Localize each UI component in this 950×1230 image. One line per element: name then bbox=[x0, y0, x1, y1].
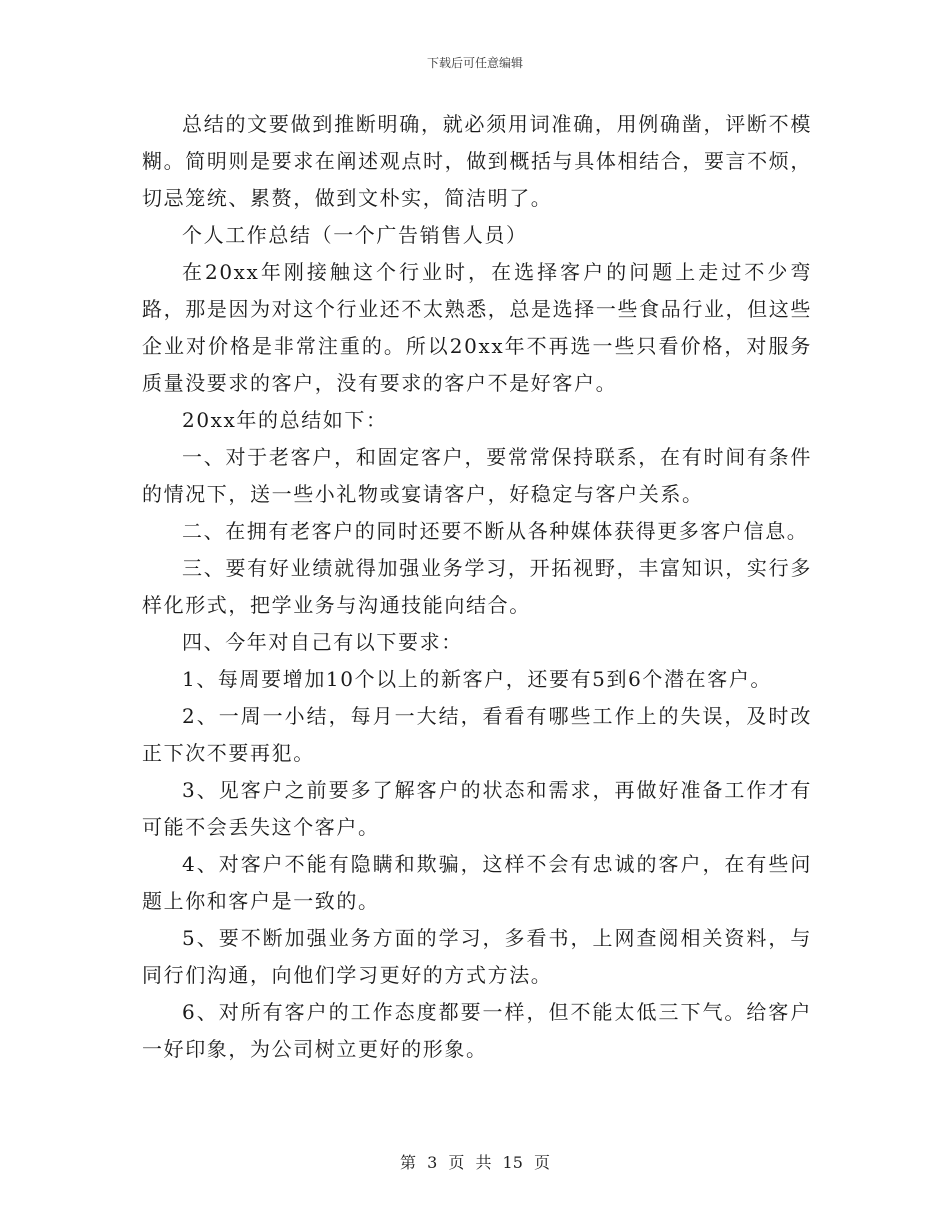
list-item-3: 3、见客户之前要多了解客户的状态和需求，再做好准备工作才有可能不会丢失这个客户。 bbox=[142, 778, 812, 839]
paragraph-point-4: 四、今年对自己有以下要求： bbox=[182, 630, 463, 654]
list-item-1: 1、每周要增加10个以上的新客户，还要有5到6个潜在客户。 bbox=[182, 667, 773, 691]
document-body bbox=[142, 106, 812, 1068]
paragraph-point-2: 二、在拥有老客户的同时还要不断从各种媒体获得更多客户信息。 bbox=[182, 519, 809, 543]
list-item-5: 5、要不断加强业务方面的学习，多看书，上网查阅相关资料，与同行们沟通，向他们学习更好的方式方法。 bbox=[142, 926, 812, 987]
paragraph-point-3: 三、要有好业绩就得加强业务学习，开拓视野，丰富知识，实行多样化形式，把学业务与沟通技能向结合。 bbox=[142, 556, 812, 617]
paragraph-intro: 在20xx年刚接触这个行业时，在选择客户的问题上走过不少弯路，那是因为对这个行业还不太熟悉，总是选择一些食品行业，但这些企业对价格是非常注重的。所以20xx年不再选一些只看价格，对服务质量没要求的客户，没有要求的客户不是好客户。 bbox=[142, 260, 812, 395]
page-number: 第 3 页 共 15 页 bbox=[400, 1153, 550, 1172]
list-item-4: 4、对客户不能有隐瞒和欺骗，这样不会有忠诚的客户，在有些问题上你和客户是一致的。 bbox=[142, 852, 812, 913]
list-item-6: 6、对所有客户的工作态度都要一样，但不能太低三下气。给客户一好印象，为公司树立更好的形象。 bbox=[142, 1000, 812, 1061]
paragraph-summary-lead: 20xx年的总结如下： bbox=[182, 408, 388, 432]
page-header: 下载后可任意编辑 bbox=[426, 56, 523, 70]
section-heading: 个人工作总结（一个广告销售人员） bbox=[182, 223, 528, 247]
paragraph-summary-principles: 总结的文要做到推断明确，就必须用词准确，用例确凿，评断不模糊。简明则是要求在阐述观点时，做到概括与具体相结合，要言不烦，切忌笼统、累赘，做到文朴实，简洁明了。 bbox=[142, 112, 812, 210]
list-item-2: 2、一周一小结，每月一大结，看看有哪些工作上的失误，及时改正下次不要再犯。 bbox=[142, 704, 812, 765]
paragraph-point-1: 一、对于老客户，和固定客户，要常常保持联系，在有时间有条件的情况下，送一些小礼物或宴请客户，好稳定与客户关系。 bbox=[142, 445, 812, 506]
